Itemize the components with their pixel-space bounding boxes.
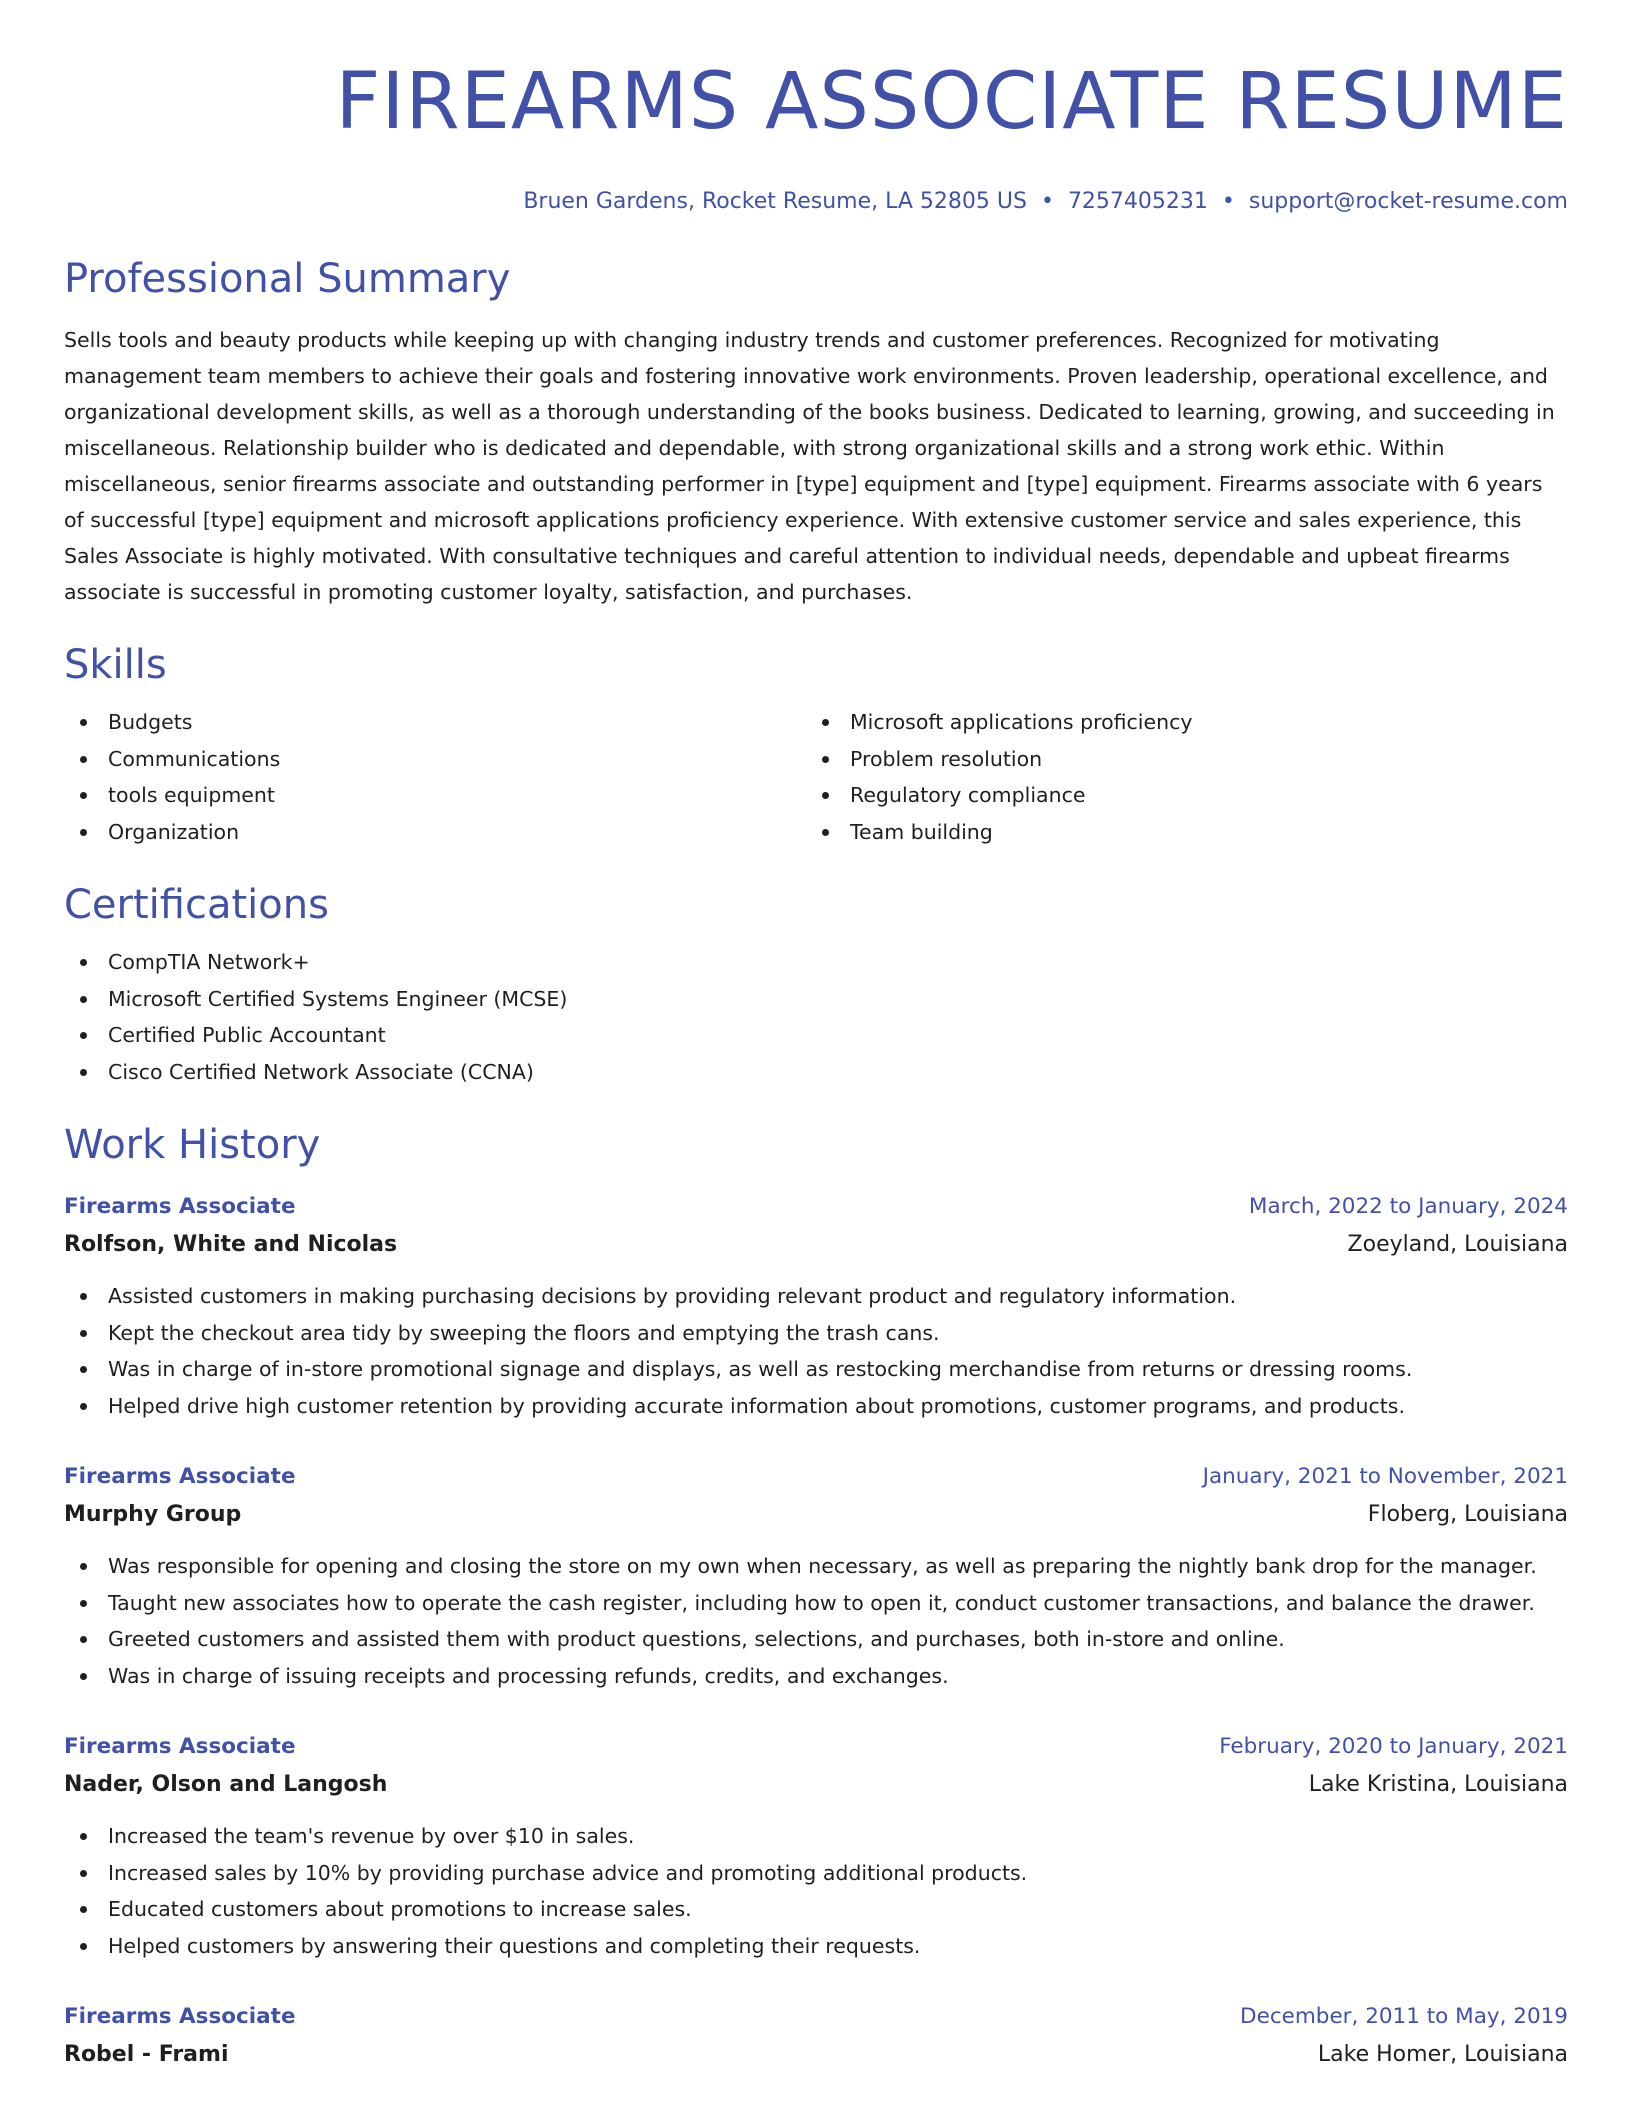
skill-item: Communications [64, 741, 806, 778]
job-entry [64, 1728, 1568, 1964]
certifications-heading: Certifications [64, 882, 329, 928]
job-title-row [64, 1188, 1568, 1226]
job-title: Firearms Associate [64, 1464, 296, 1489]
job-company: Murphy Group [64, 1502, 242, 1527]
job-dates: February, 2020 to January, 2021 [1219, 1734, 1568, 1759]
certification-item: CompTIA Network+ [64, 944, 1568, 981]
skills-heading: Skills [64, 642, 167, 688]
resume-title: FIREARMS ASSOCIATE RESUME [335, 57, 1568, 147]
skills-list-left [64, 704, 806, 850]
skill-item: Team building [806, 814, 1548, 851]
job-location: Lake Kristina, Louisiana [1308, 1772, 1568, 1797]
job-bullet: Was responsible for opening and closing the store on my own when necessary, as well as preparing the nightly bank drop for the manager. [64, 1548, 1568, 1585]
skills-list-right [806, 704, 1548, 850]
resume-header [64, 52, 1568, 216]
work-history-heading: Work History [64, 1122, 321, 1168]
job-bullet: Was in charge of issuing receipts and processing refunds, credits, and exchanges. [64, 1658, 1568, 1695]
job-bullet: Assisted customers in making purchasing decisions by providing relevant product and regulatory information. [64, 1278, 1568, 1315]
skills-column-right [806, 704, 1548, 850]
job-dates: December, 2011 to May, 2019 [1240, 2004, 1568, 2029]
skill-item: Organization [64, 814, 806, 851]
skills-column-left [64, 704, 806, 850]
certification-item: Microsoft Certified Systems Engineer (MCSE) [64, 981, 1568, 1018]
job-bullet: Kept the checkout area tidy by sweeping the floors and emptying the trash cans. [64, 1315, 1568, 1352]
job-bullet: Increased the team's revenue by over $10 in sales. [64, 1818, 1568, 1855]
job-location: Floberg, Louisiana [1367, 1502, 1568, 1527]
summary-text: Sells tools and beauty products while keeping up with changing industry trends and customer preferences. Recognized for motivating management team members to achieve their goals and fostering innovative work environments. Proven leadership, operational excellence, and organizational development skills, as well as a thorough understanding of the books business. Dedicated to learning, growing, and succeeding in miscellaneous. Relationship builder who is dedicated and dependable, with strong organizational skills and a strong work ethic. Within miscellaneous, senior firearms associate and outstanding performer in [type] equipment and [type] equipment. Firearms associate with 6 years of successful [type] equipment and microsoft applications proficiency experience. With extensive customer service and sales experience, this Sales Associate is highly motivated. With consultative techniques and careful attention to individual needs, dependable and upbeat firearms associate is successful in promoting customer loyalty, satisfaction, and purchases. [64, 328, 1555, 604]
skill-item: Regulatory compliance [806, 777, 1548, 814]
summary-heading: Professional Summary [64, 256, 511, 302]
certifications-list [64, 944, 1568, 1090]
job-bullets [64, 1548, 1568, 1694]
job-company: Nader, Olson and Langosh [64, 1772, 388, 1797]
job-location: Zoeyland, Louisiana [1347, 1232, 1568, 1257]
contact-line [64, 188, 1568, 216]
skill-item: Budgets [64, 704, 806, 741]
contact-separator: • [1040, 189, 1054, 214]
skill-item: Problem resolution [806, 741, 1548, 778]
job-bullets [64, 1278, 1568, 1424]
summary-section [64, 254, 1568, 610]
job-entry [64, 1188, 1568, 1424]
job-dates: January, 2021 to November, 2021 [1202, 1464, 1568, 1489]
job-location: Lake Homer, Louisiana [1317, 2042, 1568, 2067]
contact-email: support@rocket-resume.com [1248, 189, 1568, 214]
contact-separator: • [1221, 189, 1235, 214]
job-company-row [64, 1496, 1568, 1534]
job-company: Rolfson, White and Nicolas [64, 1232, 398, 1257]
job-title-row [64, 1458, 1568, 1496]
job-company: Robel - Frami [64, 2042, 229, 2067]
job-company-row [64, 1766, 1568, 1804]
job-bullet: Greeted customers and assisted them with product questions, selections, and purchases, both in-store and online. [64, 1621, 1568, 1658]
work-history-section [64, 1120, 1568, 2074]
job-bullet: Helped customers by answering their questions and completing their requests. [64, 1928, 1568, 1965]
certification-item: Cisco Certified Network Associate (CCNA) [64, 1054, 1568, 1091]
job-title-row [64, 1998, 1568, 2036]
job-bullets [64, 1818, 1568, 1964]
job-entry [64, 1458, 1568, 1694]
certification-item: Certified Public Accountant [64, 1017, 1568, 1054]
job-title: Firearms Associate [64, 2004, 296, 2029]
job-title: Firearms Associate [64, 1734, 296, 1759]
job-entry [64, 1998, 1568, 2074]
job-bullet: Taught new associates how to operate the cash register, including how to open it, conduct customer transactions, and balance the drawer. [64, 1585, 1568, 1622]
job-dates: March, 2022 to January, 2024 [1248, 1194, 1568, 1219]
job-title: Firearms Associate [64, 1194, 296, 1219]
certifications-section [64, 880, 1568, 1090]
skills-columns [64, 704, 1568, 850]
job-company-row [64, 1226, 1568, 1264]
skill-item: tools equipment [64, 777, 806, 814]
contact-phone: 7257405231 [1067, 189, 1208, 214]
job-bullet: Was in charge of in-store promotional signage and displays, as well as restocking merchandise from returns or dressing rooms. [64, 1351, 1568, 1388]
job-title-row [64, 1728, 1568, 1766]
skills-section [64, 640, 1568, 850]
job-company-row [64, 2036, 1568, 2074]
job-bullet: Increased sales by 10% by providing purchase advice and promoting additional products. [64, 1855, 1568, 1892]
contact-address: Bruen Gardens, Rocket Resume, LA 52805 US [523, 189, 1027, 214]
skill-item: Microsoft applications proficiency [806, 704, 1548, 741]
job-bullet: Helped drive high customer retention by providing accurate information about promotions, customer programs, and products. [64, 1388, 1568, 1425]
job-bullet: Educated customers about promotions to increase sales. [64, 1891, 1568, 1928]
